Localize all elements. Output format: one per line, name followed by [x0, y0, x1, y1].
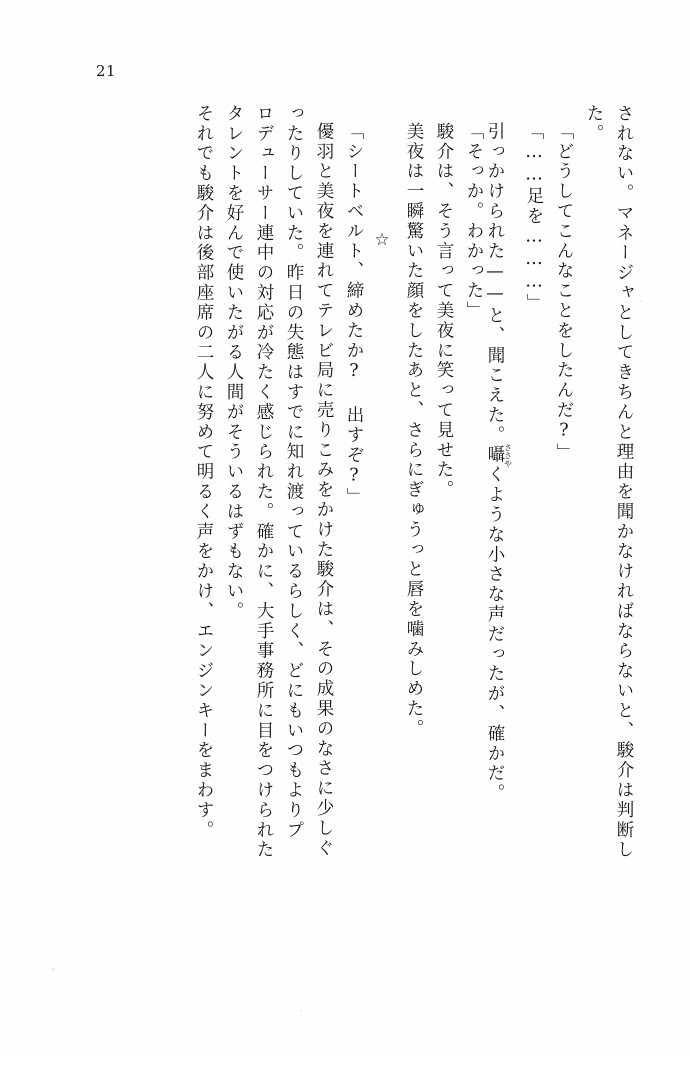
paper-speck [300, 1010, 302, 1012]
text-column: ったりしていた。昨日の失態はすでに知れ渡っているらしく、どにもいつもよりプ [284, 104, 304, 841]
text-column: ロデューサー連中の対応が冷たく感じられた。確かに、大手事務所に目をつけられた [254, 104, 274, 861]
text-column: タレントを好んで使いたがる人間がそういるはずもない。 [224, 104, 244, 622]
text-column: 「シートベルト、締めたか? 出すぞ?」 [344, 122, 364, 508]
text-column: 「どうしてこんなことをしたんだ?」 [554, 122, 574, 463]
section-break-star: ☆ [372, 230, 392, 250]
text-column: 「……足を………」 [524, 122, 544, 314]
vertical-text-block [72, 104, 632, 956]
text-column: 引っかけられた——と、聞こえた。囁ささやくような小さな声だったが、確かだ。 [485, 122, 513, 804]
text-column: た。 [584, 104, 604, 144]
text-column: 「そっか。わかった」 [464, 122, 484, 321]
paper-speck [640, 300, 642, 302]
text-column: 美夜は一瞬驚いた顔をしたあと、さらにぎゅうっと唇を噛みしめた。 [404, 122, 424, 739]
furigana: 囁ささや [485, 443, 513, 468]
text-column: 駿介は、そう言って美夜に笑って見せた。 [434, 122, 454, 501]
paper-speck [52, 968, 55, 971]
text-column: 優羽と美夜を連れてテレビ局に売りこみをかけた駿介は、その成果のなさに少しぐ [314, 122, 334, 859]
page-number: 21 [96, 62, 117, 80]
text-column: それでも駿介は後部座席の二人に努めて明るく声をかけ、エンジンキーをまわす。 [194, 104, 214, 841]
text-column: されない。マネージャとしてきちんと理由を聞かなければならないと、駿介は判断し [614, 104, 634, 861]
